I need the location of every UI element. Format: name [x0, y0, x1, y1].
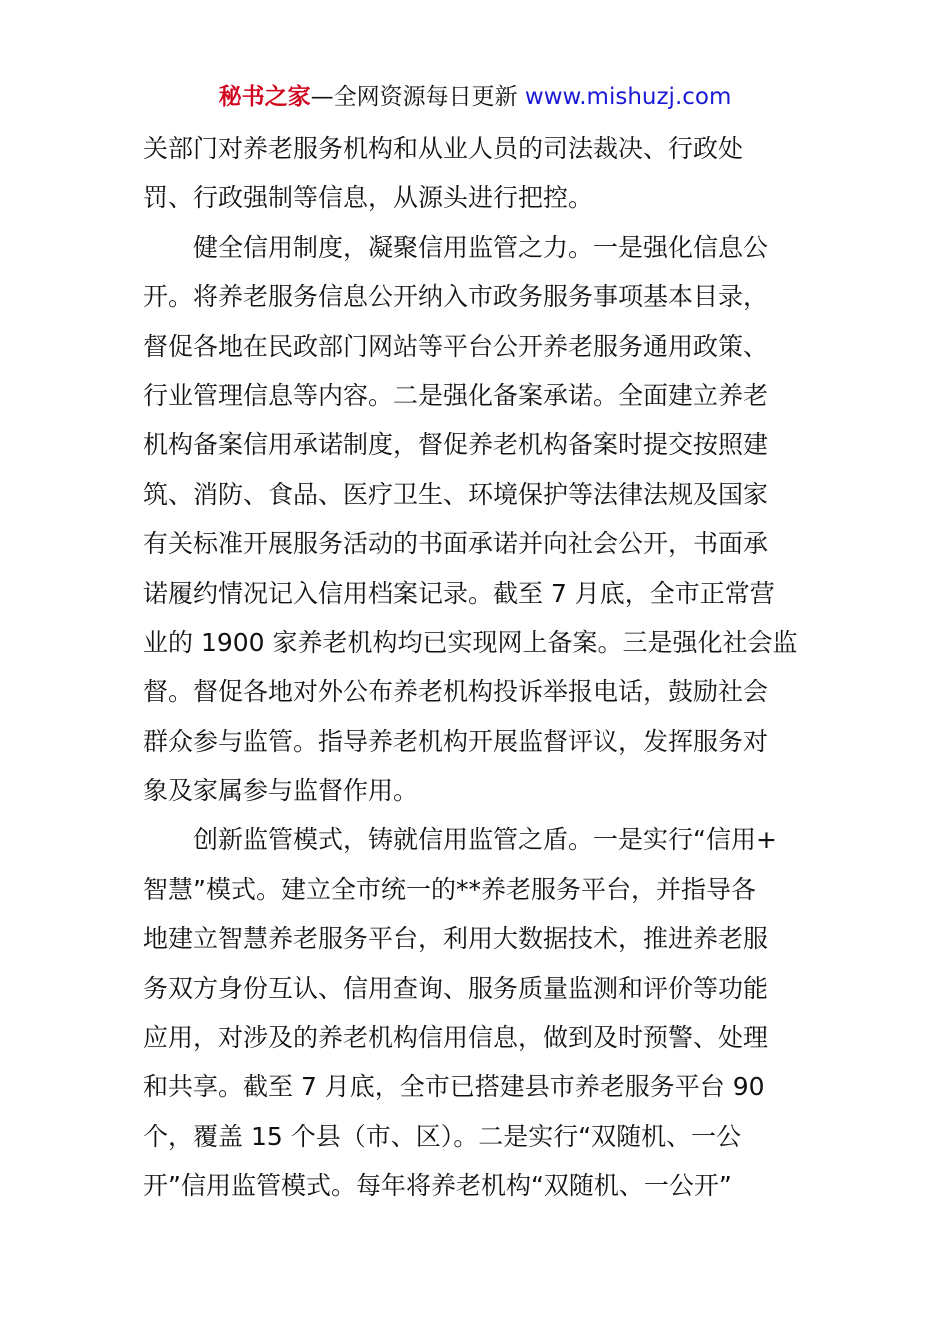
text-line: 地建立智慧养老服务平台，利用大数据技术，推进养老服 — [143, 924, 769, 954]
text-line: 个，覆盖 15 个县（市、区）。二是实行“双随机、一公 — [143, 1121, 742, 1151]
text-line: 应用，对涉及的养老机构信用信息，做到及时预警、处理 — [143, 1023, 769, 1053]
text-line: 有关标准开展服务活动的书面承诺并向社会公开，书面承 — [143, 529, 769, 559]
text-line: 行业管理信息等内容。二是强化备案承诺。全面建立养老 — [143, 380, 769, 410]
text-line: 诺履约情况记入信用档案记录。截至 7 月底，全市正常营 — [143, 578, 775, 608]
text-line: 和共享。截至 7 月底，全市已搭建县市养老服务平台 90 — [143, 1072, 765, 1102]
text-line: 智慧”模式。建立全市统一的**养老服务平台，并指导各 — [143, 874, 756, 904]
site-tagline: —全网资源每日更新 — [310, 84, 525, 110]
text-line: 开”信用监管模式。每年将养老机构“双随机、一公开” — [143, 1171, 732, 1201]
document-body — [143, 124, 809, 1211]
text-line: 象及家属参与监督作用。 — [143, 776, 419, 806]
paragraph-start-line: 健全信用制度，凝聚信用监管之力。一是强化信息公 — [193, 232, 769, 262]
text-line: 罚、行政强制等信息，从源头进行把控。 — [143, 183, 594, 213]
text-line: 关部门对养老服务机构和从业人员的司法裁决、行政处 — [143, 134, 744, 163]
paragraph-start-line: 创新监管模式，铸就信用监管之盾。一是实行“信用+ — [193, 825, 777, 855]
text-line: 机构备案信用承诺制度，督促养老机构备案时提交按照建 — [143, 430, 769, 460]
text-line: 督。督促各地对外公布养老机构投诉举报电话，鼓励社会 — [143, 677, 769, 707]
text-line: 筑、消防、食品、医疗卫生、环境保护等法律法规及国家 — [143, 479, 769, 509]
text-line: 群众参与监管。指导养老机构开展监督评议，发挥服务对 — [143, 726, 769, 756]
text-line: 开。将养老服务信息公开纳入市政务服务事项基本目录， — [143, 282, 769, 312]
text-line: 务双方身份互认、信用查询、服务质量监测和评价等功能 — [143, 973, 769, 1003]
site-url-link[interactable]: www.mishuzj.com — [524, 84, 732, 110]
page-header — [0, 80, 950, 114]
site-brand: 秘书之家 — [218, 84, 311, 110]
text-line: 业的 1900 家养老机构均已实现网上备案。三是强化社会监 — [143, 627, 798, 657]
text-line: 督促各地在民政部门网站等平台公开养老服务通用政策、 — [143, 331, 769, 361]
